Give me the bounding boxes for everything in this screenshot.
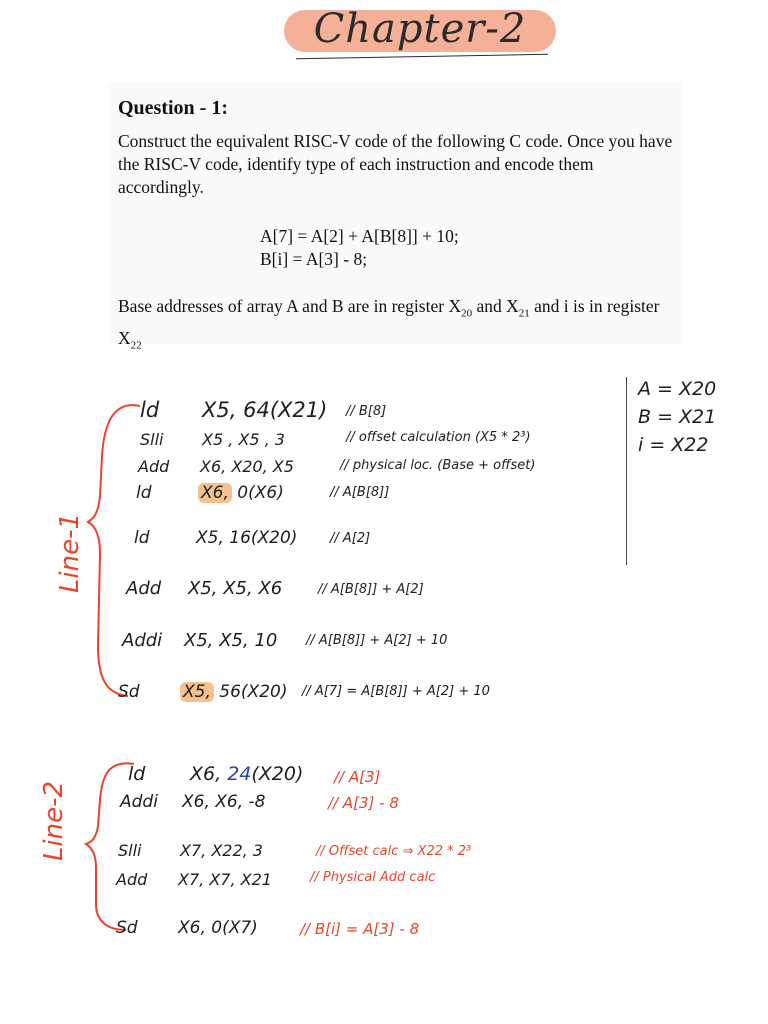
instruction-row: Add X7, X7, X21: [116, 870, 272, 889]
instruction-row: Sd X5, 56(X20): [118, 682, 288, 702]
instruction-row: Slli X7, X22, 3: [118, 841, 263, 860]
question-heading: Question - 1:: [118, 97, 228, 119]
instruction-comment: // A[3]: [334, 768, 381, 786]
instruction-row: Addi X6, X6, -8: [120, 792, 266, 812]
register-map-divider: [626, 377, 627, 565]
instruction-row: ld X5, 16(X20): [134, 528, 298, 548]
instruction-comment: // A[B[8]]: [330, 485, 390, 500]
register-map-item: A = X20: [638, 378, 717, 400]
instruction-row: ld X6, 0(X6): [136, 483, 284, 503]
instruction-row: Sd X6, 0(X7): [116, 918, 258, 938]
instruction-row: ld X5, 64(X21): [140, 398, 328, 422]
register-map-item: i = X22: [638, 434, 709, 456]
instruction-comment: // A[B[8]] + A[2] + 10: [306, 633, 448, 648]
chapter-underline: [296, 54, 548, 59]
instruction-comment: // offset calculation (X5 * 2³): [346, 430, 531, 445]
register-map-item: B = X21: [638, 406, 717, 428]
c-code-line: A[7] = A[2] + A[B[8]] + 10;: [260, 226, 459, 246]
instruction-comment: // A[2]: [330, 531, 371, 546]
instruction-comment: // A[7] = A[B[8]] + A[2] + 10: [302, 684, 490, 699]
question-c-code: [260, 225, 459, 271]
question-base-addresses: Base addresses of array A and B are in register $X_{20}$ and $X_{21}$ and i is in register $X_{22}$: [118, 296, 660, 351]
instruction-row: Slli X5 , X5 , 3: [140, 430, 285, 449]
instruction-comment: // B[8]: [346, 404, 387, 419]
instruction-row: Add X6, X20, X5: [138, 457, 294, 476]
instruction-comment: // physical loc. (Base + offset): [340, 458, 536, 473]
register-highlight: X5,: [180, 682, 214, 702]
instruction-comment: // A[3] - 8: [328, 794, 399, 812]
line-1-label: Line-1: [55, 512, 86, 594]
line-2-label: Line-2: [39, 780, 70, 862]
register-highlight: X6,: [198, 483, 232, 503]
instruction-row: Add X5, X5, X6: [126, 578, 283, 599]
question-body: Construct the equivalent RISC-V code of the following C code. Once you have the RISC-V code, identify type of each instruction and encode them accordingly.: [118, 131, 673, 197]
line-1-brace: [84, 396, 144, 702]
instruction-comment: // B[i] = A[3] - 8: [300, 920, 420, 938]
instruction-comment: // A[B[8]] + A[2]: [318, 582, 424, 597]
instruction-comment: // Physical Add calc: [310, 870, 436, 885]
chapter-title: Chapter-2: [313, 6, 527, 52]
offset-value: 24: [227, 763, 252, 785]
c-code-line: B[i] = A[3] - 8;: [260, 249, 368, 269]
instruction-comment: // Offset calc ⇒ X22 * 2³: [316, 844, 472, 859]
instruction-row: Addi X5, X5, 10: [122, 630, 278, 651]
instruction-row: ld X6, 24(X20): [128, 763, 304, 785]
